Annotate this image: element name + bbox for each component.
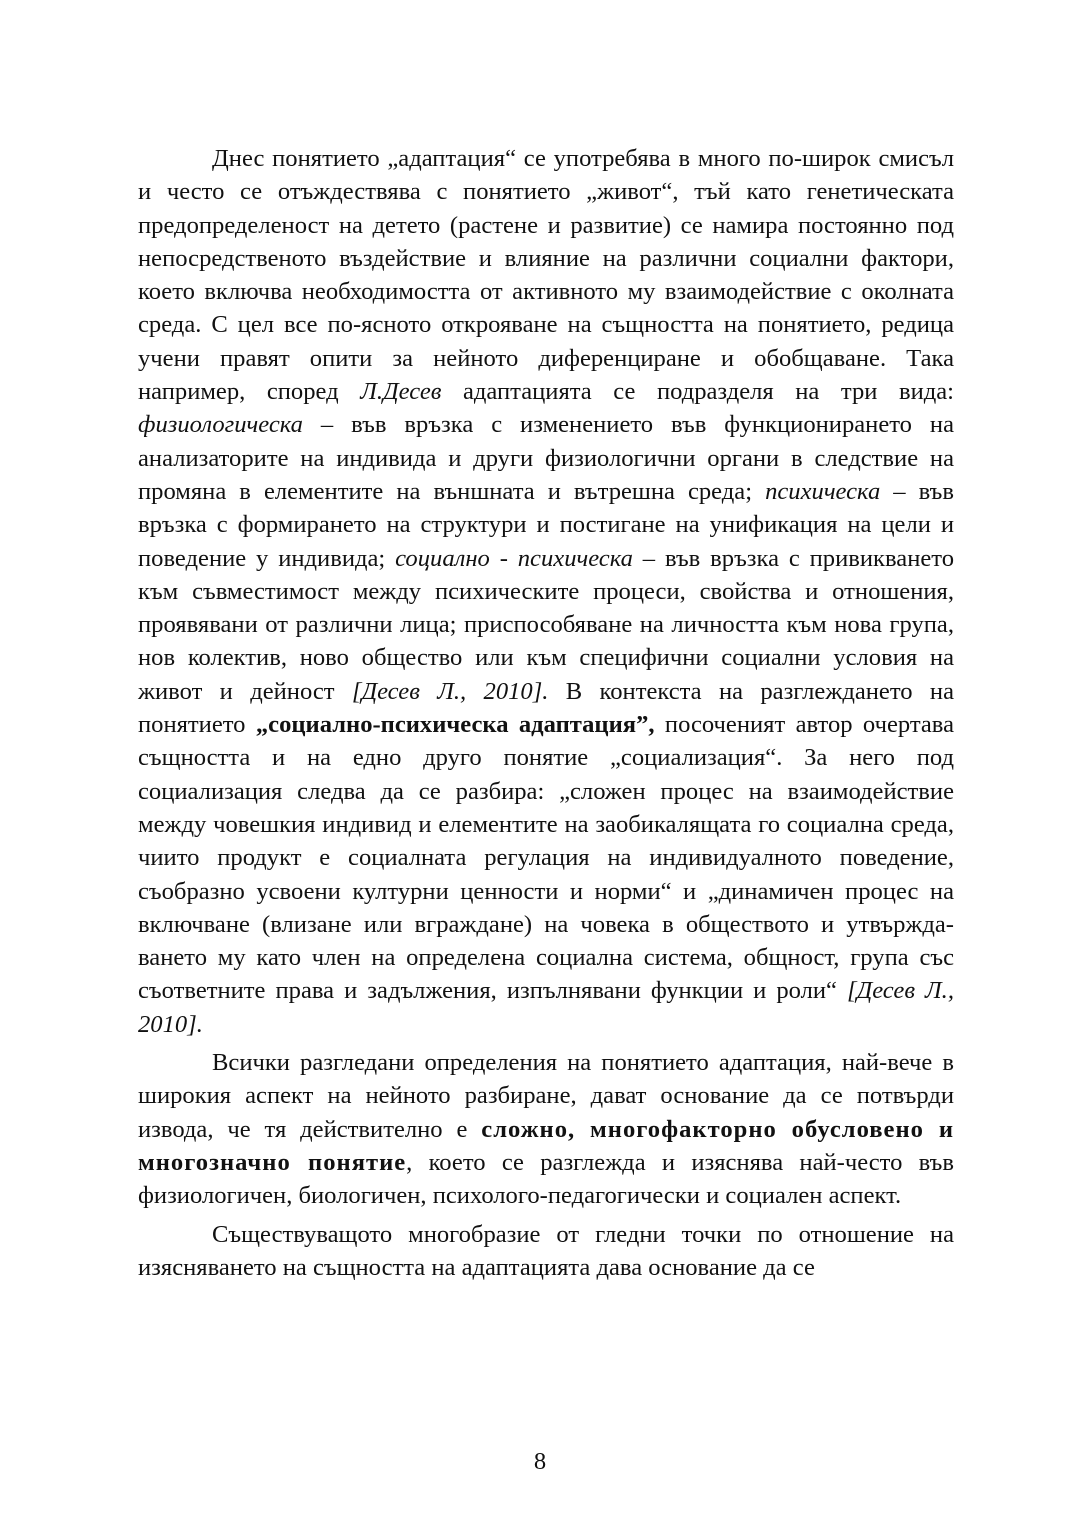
citation: [Десев Л., 2010]. (351, 677, 549, 705)
text-segment: – във връзка с привикването към съвместимост между психическите процеси, свойства и отношения, проявявани от различни лица; приспособяване на личността към нова група, нов колектив, ново общество или към специфични социални условия на живот и дейност (138, 544, 954, 705)
text-segment: , което се разглежда и изяснява най-често във физиологичен, биологичен, психолого-педагогически и социален аспект. (138, 1148, 954, 1210)
term-psychic: психическа (765, 477, 881, 505)
paragraph-viewpoints (138, 1218, 954, 1285)
text-segment: Съществуващото многобразие от гледни точки по отношение на изясняването на същността на адаптацията дава основание да се (138, 1220, 954, 1281)
term-physiological: физиологическа (138, 411, 303, 439)
paragraph-conclusion (138, 1046, 954, 1212)
citation: [Десев Л., 2010]. (138, 977, 954, 1038)
text-segment: Днес понятието „адаптация“ се употребява в много по-широк смисъл и често се отъждествява с понятието „живот“, тъй като генетическата предопределеност на детето (растене и развитие) се намира постоянно под непосредственото въздействие и влияние на различни социални фактори, което включва необходимостта от активното му взаимодействие с околната среда. С цел все по-ясното открояване на същността на понятието, редица учени правят опити за нейното диференциране и обобщаване. Така например, според (138, 145, 954, 406)
text-segment: посоченият автор очертава същността и на едно друго понятие „социализация“. За него под социализация следва да се разбира: „сложен процес на взаимодействие между човешкия индивид и елементите на заобикалящата го социална среда, чиито продукт е социалната регулация на индивидуалното поведение, съобразно усвоени културни ценности и норми“ и „динамичен процес на включване (влизане или вграждане) на човека в обществото и утвърждаването му като член на определена социална система, общност, група със съответните права и задължения, изпълнявани функции и роли“ (138, 711, 954, 1005)
term-socio-psychic: социално - психическа (395, 544, 633, 572)
term-socio-psychic-adaptation: „социално-психическа адаптация”, (255, 711, 655, 739)
text-segment: адаптацията се подразделя на три вида: (441, 378, 954, 406)
emphasis-complex-concept: сложно, многофакторно обусловено и многозначно понятие (138, 1115, 954, 1176)
author-name-desev: Л.Десев (360, 378, 442, 406)
text-segment: – във връзка с изменението във функционирането на анализаторите на индивида и други физиологични органи в следствие на промяна в елементите на външната и вътрешна среда; (138, 411, 954, 505)
paragraph-adaptation-definitions (138, 142, 954, 1041)
text-segment: – във връзка с формирането на структури и постигане на унификация на цели и поведение у индивида; (138, 477, 954, 572)
text-segment: В контекста на разглеждането на понятието (138, 677, 954, 739)
page-number: 8 (533, 1448, 547, 1475)
text-segment: Всички разгледани определения на понятието адаптация, най-вече в широкия аспект на нейното разбиране, дават основание да се потвърди извода, че тя действително е (138, 1049, 954, 1143)
page-body (138, 142, 954, 1284)
